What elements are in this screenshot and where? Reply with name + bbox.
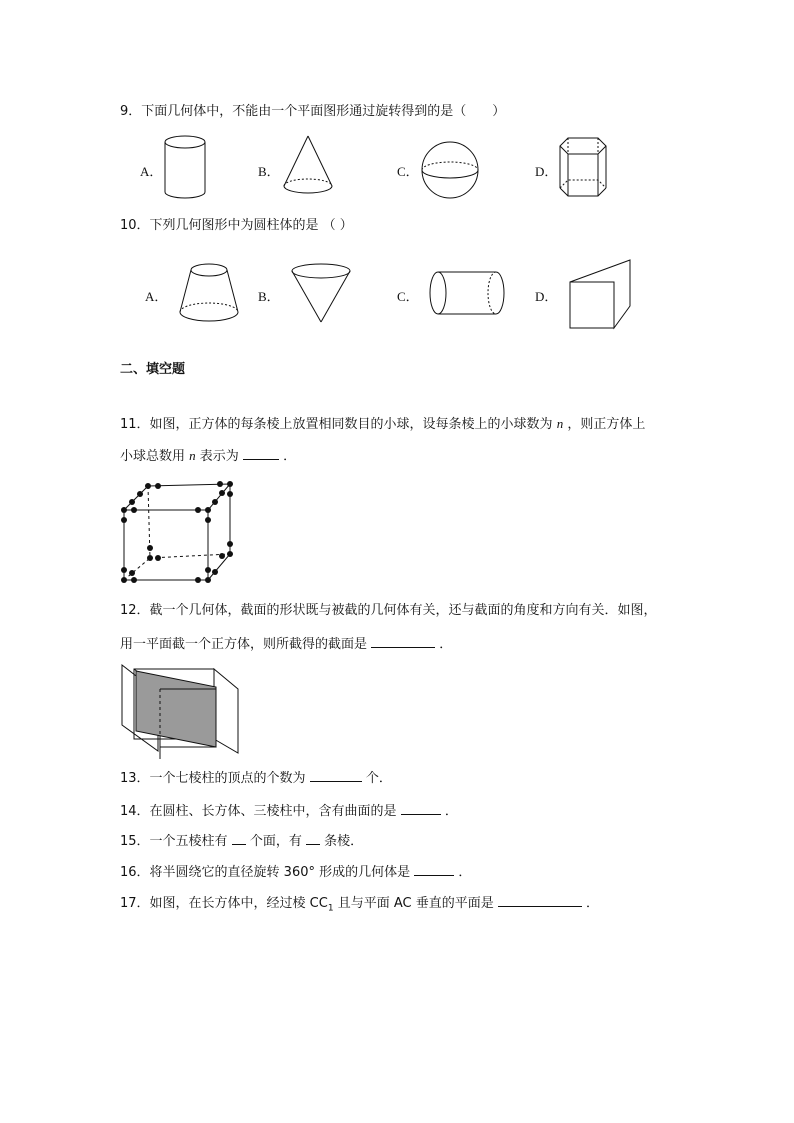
q17-text-end: ． (586, 896, 600, 911)
q16-answer-blank[interactable] (414, 861, 454, 876)
q11-text-part1: 11．如图，正方体的每条棱上放置相同数目的小球，设每条棱上的小球数为 (120, 417, 553, 432)
q9-option-c-label: C． (397, 164, 419, 179)
q9-option-d-label: D． (535, 164, 558, 179)
question-9-text: 9．下面几何体中，不能由一个平面图形通过旋转得到的是（ ） (120, 104, 506, 119)
q14-text-end: ． (444, 804, 458, 819)
q17-text-middle: 且与平面 AC 垂直的平面是 (337, 896, 494, 911)
question-10-text: 10．下列几何图形中为圆柱体的是 （ ） (120, 218, 353, 233)
cone-icon (282, 134, 334, 198)
q13-text-end: 个． (365, 771, 392, 786)
q11-text-end: ． (283, 449, 297, 464)
q11-text-part2: ，则正方体上 (567, 417, 646, 432)
question-12-line1: 12．截一个几何体，截面的形状既与被截的几何体有关，还与截面的角度和方向有关．如图， (120, 603, 657, 618)
q11-variable-n: n (556, 416, 564, 431)
horizontal-cylinder-icon (428, 270, 508, 316)
question-12-line2 (120, 633, 452, 655)
question-14 (120, 800, 458, 822)
q15-answer-blank-edges[interactable] (306, 830, 320, 845)
q11-text-part4: 表示为 (199, 449, 239, 464)
q12-answer-blank[interactable] (371, 633, 435, 648)
q10-option-a-label: A． (145, 289, 168, 304)
question-13 (120, 767, 392, 789)
q14-answer-blank[interactable] (401, 800, 441, 815)
q11-answer-blank[interactable] (243, 445, 279, 460)
cylinder-icon (163, 134, 207, 200)
q15-answer-blank-faces[interactable] (232, 830, 246, 845)
q13-answer-blank[interactable] (310, 767, 362, 782)
inverted-cone-icon (290, 262, 352, 326)
q11-variable-n-2: n (189, 448, 196, 463)
question-11-line1 (120, 414, 645, 435)
hexagonal-prism-icon (558, 136, 608, 198)
q13-text: 13．一个七棱柱的顶点的个数为 (120, 771, 306, 786)
frustum-icon (178, 262, 240, 326)
q12-text: 用一平面截一个正方体，则所截得的截面是 (120, 637, 368, 652)
q17-text: 17．如图，在长方体中，经过棱 CC (120, 896, 328, 911)
q10-option-b-label: B． (258, 289, 280, 304)
q16-text: 16．将半圆绕它的直径旋转 360° 形成的几何体是 (120, 865, 411, 880)
question-16 (120, 861, 471, 883)
q15-text: 15．一个五棱柱有 (120, 834, 228, 849)
q9-option-a-label: A． (140, 164, 163, 179)
prism-icon (566, 258, 634, 332)
section-title-fill-in: 二、填空题 (120, 362, 186, 377)
q12-text-end: ． (439, 637, 453, 652)
sphere-icon (420, 140, 480, 200)
question-11-line2 (120, 445, 296, 467)
q9-option-b-label: B． (258, 164, 280, 179)
cube-with-balls-figure (118, 476, 238, 588)
question-15 (120, 830, 363, 852)
question-17 (120, 892, 599, 919)
q17-answer-blank[interactable] (498, 892, 582, 907)
q17-subscript: 1 (327, 903, 334, 914)
q15-text-middle: 个面，有 (249, 834, 302, 849)
q14-text: 14．在圆柱、长方体、三棱柱中，含有曲面的是 (120, 804, 397, 819)
cube-cross-section-figure (118, 661, 244, 755)
q10-option-c-label: C． (397, 289, 419, 304)
q15-text-end: 条棱． (324, 834, 364, 849)
q11-text-part3: 小球总数用 (120, 449, 186, 464)
q16-text-end: ． (458, 865, 472, 880)
q10-option-d-label: D． (535, 289, 558, 304)
